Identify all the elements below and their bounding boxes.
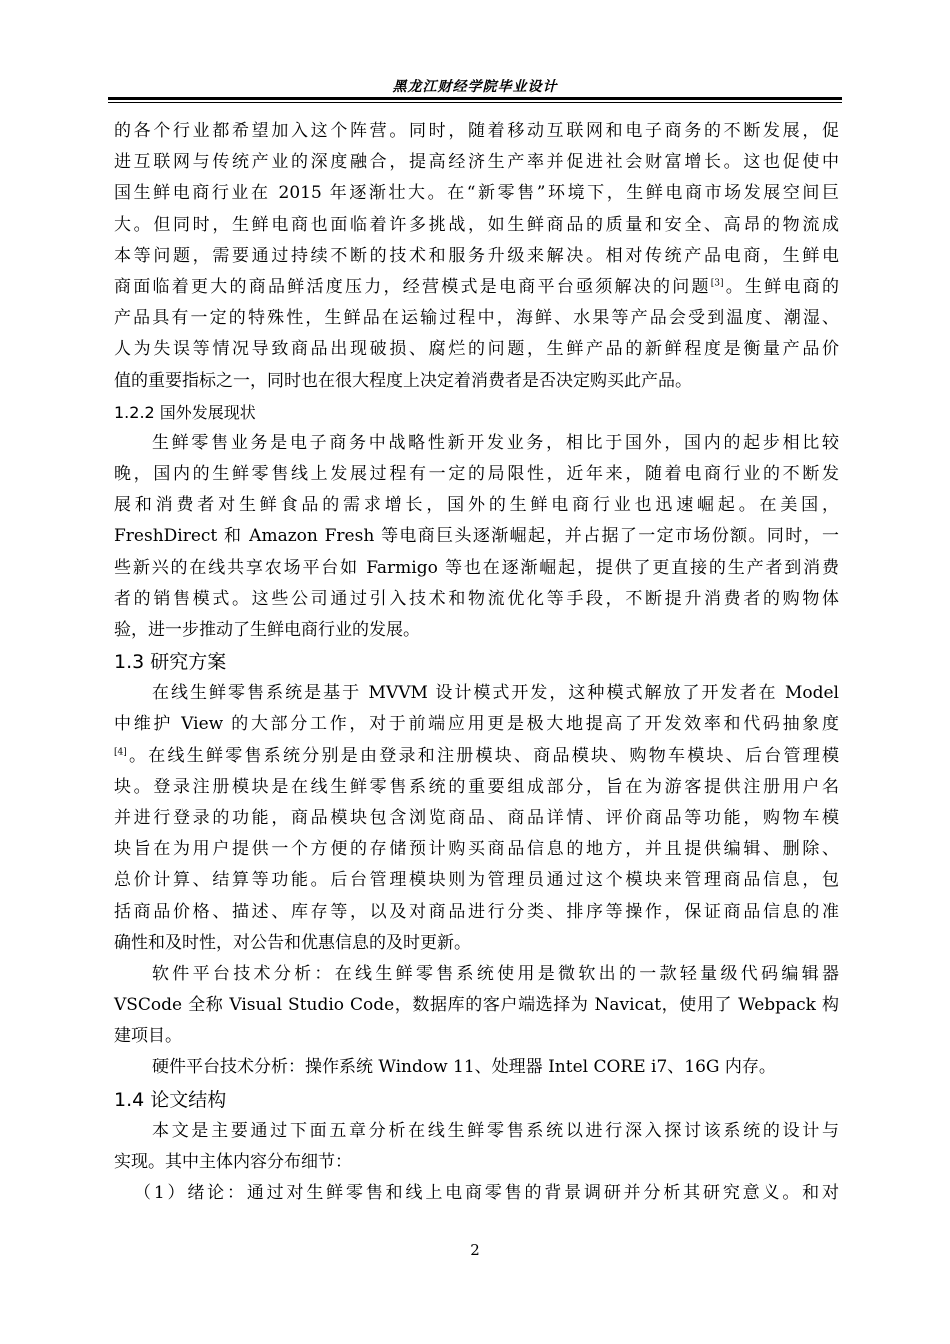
paragraph-line: 硬件平台技术分析：操作系统 Window 11、处理器 Intel CORE i7、16G 内存。 [152, 1057, 776, 1078]
paragraph-line-with-citation [114, 741, 839, 772]
paragraph-line: 括商品价格、描述、库存等，以及对商品进行分类、排序等操作，保证商品信息的准 [114, 901, 839, 922]
list-item-1: （1）绪论：通过对生鲜零售和线上电商零售的背景调研并分析其研究意义。和对 [134, 1183, 839, 1203]
text-span: 商面临着更大的商品鲜活度压力，经营模式是电商平台亟须解决的问题 [114, 276, 711, 297]
page-number: 2 [470, 1241, 480, 1259]
paragraph-line: 展和消费者对生鲜食品的需求增长，国外的生鲜电商行业也迅速崛起。在美国， [114, 495, 839, 516]
paragraph-line: FreshDirect 和 Amazon Fresh 等电商巨头逐渐崛起，并占据了一定市场份额。同时，一 [114, 526, 839, 547]
paragraph-line: 进互联网与传统产业的深度融合，提高经济生产率并促进社会财富增长。这也促使中 [114, 152, 839, 173]
paragraph-line: 国生鲜电商行业在 2015 年逐渐壮大。在“新零售”环境下，生鲜电商市场发展空间巨 [114, 183, 839, 204]
paragraph-line: 在线生鲜零售系统是基于 MVVM 设计模式开发，这种模式解放了开发者在 Model [152, 683, 839, 704]
paragraph-line: 者的销售模式。这些公司通过引入技术和物流优化等手段，不断提升消费者的购物体 [114, 588, 839, 609]
body-text [114, 116, 839, 1209]
paragraph-line: 总价计算、结算等功能。后台管理模块则为管理员通过这个模块来管理商品信息，包 [114, 870, 839, 891]
section-heading-1-2-2: 1.2.2 国外发展现状 [114, 402, 256, 422]
paragraph-line: 晚，国内的生鲜零售线上发展过程有一定的局限性，近年来，随着电商行业的不断发 [114, 464, 839, 485]
citation-ref: [3] [710, 278, 724, 289]
section-heading-1-3: 1.3 研究方案 [114, 651, 227, 674]
paragraph-line: 块旨在为用户提供一个方便的存储预计购买商品信息的地方，并且提供编辑、删除、 [114, 839, 839, 860]
paragraph-line: 块。登录注册模块是在线生鲜零售系统的重要组成部分，旨在为游客提供注册用户名 [114, 776, 839, 797]
section-heading-1-4: 1.4 论文结构 [114, 1088, 227, 1111]
paragraph-line-with-citation [114, 272, 839, 303]
paragraph-line: 实现。其中主体内容分布细节： [114, 1151, 352, 1172]
paragraph-line: 本等问题，需要通过持续不断的技术和服务升级来解决。相对传统产品电商，生鲜电 [114, 245, 839, 266]
paragraph-line: 生鲜零售业务是电子商务中战略性新开发业务，相比于国外，国内的起步相比较 [152, 432, 839, 453]
paragraph-line: 的各个行业都希望加入这个阵营。同时，随着移动互联网和电子商务的不断发展，促 [114, 121, 839, 141]
paragraph-line: 些新兴的在线共享农场平台如 Farmigo 等也在逐渐崛起，提供了更直接的生产者到消费 [114, 557, 839, 578]
paragraph-line: 验，进一步推动了生鲜电商行业的发展。 [114, 620, 420, 640]
text-span: 。在线生鲜零售系统分别是由登录和注册模块、商品模块、购物车模块、后台管理模 [126, 745, 839, 766]
running-header-title: 黑龙江财经学院毕业设计 [392, 79, 558, 95]
text-span: 。生鲜电商的 [723, 276, 839, 297]
paragraph-line: 值的重要指标之一，同时也在很大程度上决定着消费者是否决定购买此产品。 [114, 370, 692, 391]
paragraph-line: 软件平台技术分析：在线生鲜零售系统使用是微软出的一款轻量级代码编辑器 [152, 963, 839, 984]
header-rule-thin [108, 102, 842, 103]
paragraph-line: 人为失误等情况导致商品出现破损、腐烂的问题，生鲜产品的新鲜程度是衡量产品价 [114, 339, 839, 360]
paragraph-line: 本文是主要通过下面五章分析在线生鲜零售系统以进行深入探讨该系统的设计与 [152, 1120, 839, 1141]
paragraph-line: VSCode 全称 Visual Studio Code，数据库的客户端选择为 Navicat，使用了 Webpack 构 [114, 995, 839, 1016]
citation-ref: [4] [114, 746, 127, 757]
paragraph-line: 产品具有一定的特殊性，生鲜品在运输过程中，海鲜、水果等产品会受到温度、潮湿、 [114, 308, 839, 329]
paragraph-line: 建项目。 [114, 1026, 182, 1047]
paragraph-line: 并进行登录的功能，商品模块包含浏览商品、商品详情、评价商品等功能，购物车模 [114, 807, 839, 828]
paragraph-line: 确性和及时性，对公告和优惠信息的及时更新。 [114, 932, 471, 953]
header-rule-thick [108, 97, 842, 100]
paragraph-line: 中维护 View 的大部分工作，对于前端应用更是极大地提高了开发效率和代码抽象度 [114, 714, 839, 735]
paragraph-line: 大。但同时，生鲜电商也面临着许多挑战，如生鲜商品的质量和安全、高昂的物流成 [114, 214, 839, 235]
